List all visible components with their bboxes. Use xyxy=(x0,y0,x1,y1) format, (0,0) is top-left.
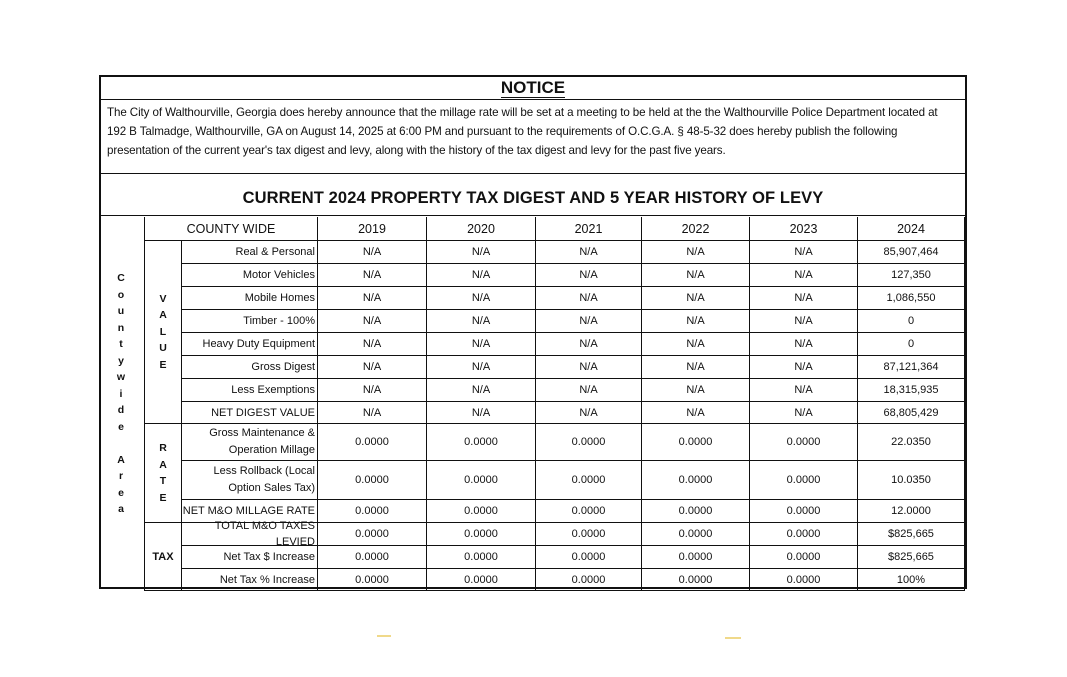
side-label-letter: e xyxy=(118,486,124,499)
table-cell: 1,086,550 xyxy=(858,287,965,310)
divider xyxy=(101,215,965,216)
value-group-letter: A xyxy=(159,309,167,322)
table-cell: $825,665 xyxy=(858,523,965,546)
table-cell: N/A xyxy=(536,402,642,424)
table-cell: N/A xyxy=(642,356,750,379)
table-cell: 0.0000 xyxy=(750,546,858,569)
side-label-letter: d xyxy=(117,404,125,416)
side-label xyxy=(98,270,144,518)
side-label-letter: e xyxy=(118,420,124,433)
table-cell: N/A xyxy=(318,241,427,264)
table-cell: 0.0000 xyxy=(427,523,536,546)
table-cell: 0.0000 xyxy=(427,424,536,461)
side-label-letter: A xyxy=(117,453,125,466)
table-cell: N/A xyxy=(642,264,750,287)
year-header: 2021 xyxy=(536,217,642,241)
rate-group-label xyxy=(159,440,167,506)
table-cell: 87,121,364 xyxy=(858,356,965,379)
side-label-letter: y xyxy=(118,354,124,367)
table-cell: N/A xyxy=(318,379,427,402)
table-cell: 0.0000 xyxy=(642,523,750,546)
row-label: Mobile Homes xyxy=(182,287,318,310)
table-cell: 0.0000 xyxy=(750,523,858,546)
table-cell: 85,907,464 xyxy=(858,241,965,264)
table-cell: N/A xyxy=(750,310,858,333)
table-cell: N/A xyxy=(536,287,642,310)
table-cell: 0.0000 xyxy=(536,523,642,546)
rate-group-letter: E xyxy=(159,491,167,504)
table-cell: 0 xyxy=(858,310,965,333)
table-cell: N/A xyxy=(642,379,750,402)
table-cell: N/A xyxy=(427,241,536,264)
table-cell: 0.0000 xyxy=(642,500,750,523)
table-cell: N/A xyxy=(536,264,642,287)
rate-group xyxy=(145,424,182,523)
row-label: Less Rollback (Local Option Sales Tax) xyxy=(182,461,318,500)
row-label: Timber - 100% xyxy=(182,310,318,333)
table-cell: N/A xyxy=(642,287,750,310)
table-cell: 127,350 xyxy=(858,264,965,287)
row-label: Heavy Duty Equipment xyxy=(182,333,318,356)
tax-group: TAX xyxy=(145,523,182,591)
table-cell: 0.0000 xyxy=(318,500,427,523)
row-label: Net Tax $ Increase xyxy=(182,546,318,569)
table-cell: 0.0000 xyxy=(318,461,427,500)
value-group-letter: L xyxy=(159,325,167,338)
table-cell: 0.0000 xyxy=(750,461,858,500)
table-cell: N/A xyxy=(427,287,536,310)
table-cell: 0.0000 xyxy=(318,523,427,546)
tax-notice xyxy=(99,75,967,589)
value-group-letter: U xyxy=(159,342,167,355)
table-cell: 0.0000 xyxy=(536,546,642,569)
table-cell: N/A xyxy=(427,356,536,379)
corner-header: COUNTY WIDE xyxy=(145,217,318,241)
divider xyxy=(101,173,965,174)
table-cell: N/A xyxy=(318,333,427,356)
table-cell: 0.0000 xyxy=(427,500,536,523)
table-cell: N/A xyxy=(536,356,642,379)
table-cell: 0.0000 xyxy=(750,424,858,461)
side-label-letter: a xyxy=(118,503,124,515)
table-cell: N/A xyxy=(750,379,858,402)
side-label-letter: n xyxy=(117,321,125,334)
rate-group-letter: A xyxy=(159,458,167,471)
table-cell: N/A xyxy=(642,333,750,356)
table-cell: 22.0350 xyxy=(858,424,965,461)
table-cell: 68,805,429 xyxy=(858,402,965,424)
table-cell: 0.0000 xyxy=(318,424,427,461)
side-label-letter: o xyxy=(117,288,125,301)
table-cell: 0.0000 xyxy=(427,461,536,500)
notice-body: The City of Walthourville, Georgia does hereby announce that the millage rate will be set at a meeting to be held at the the Walthourville Police Department located at 192 B Talmadge, Walthourville, GA on August 14, 2025 at 6:00 PM and pursuant to the requirements of O.C.G.A. § 48-5-32 does hereby publish the following presentation of the current year's tax digest and levy, along with the history of the tax digest and levy for the past five years. xyxy=(107,106,938,157)
value-group-letter: V xyxy=(159,292,167,305)
side-label-letter: r xyxy=(118,470,124,482)
table-cell: N/A xyxy=(536,379,642,402)
table-cell: 0.0000 xyxy=(427,569,536,591)
table-cell: 0.0000 xyxy=(318,569,427,591)
row-label: Gross Maintenance & Operation Millage xyxy=(182,424,318,461)
table-cell: N/A xyxy=(427,379,536,402)
table-cell: 12.0000 xyxy=(858,500,965,523)
side-label-letter: i xyxy=(119,387,123,400)
table-cell: N/A xyxy=(536,333,642,356)
table-cell: 0.0000 xyxy=(642,461,750,500)
scan-speck xyxy=(725,637,741,639)
table-cell: 0.0000 xyxy=(427,546,536,569)
year-header: 2019 xyxy=(318,217,427,241)
table-cell: N/A xyxy=(642,310,750,333)
table-cell: N/A xyxy=(750,241,858,264)
year-header: 2023 xyxy=(750,217,858,241)
table-cell: N/A xyxy=(318,264,427,287)
table-cell: 18,315,935 xyxy=(858,379,965,402)
table-cell: N/A xyxy=(536,310,642,333)
notice-header xyxy=(101,77,965,100)
table-cell: N/A xyxy=(427,310,536,333)
side-label-letter: C xyxy=(117,272,125,284)
table-cell: N/A xyxy=(318,287,427,310)
row-label: Less Exemptions xyxy=(182,379,318,402)
row-label: Real & Personal xyxy=(182,241,318,264)
table-cell: N/A xyxy=(427,333,536,356)
year-header: 2024 xyxy=(858,217,965,241)
year-header: 2022 xyxy=(642,217,750,241)
table-cell: 0.0000 xyxy=(536,569,642,591)
value-group-letter: E xyxy=(159,358,167,371)
table-cell: N/A xyxy=(750,287,858,310)
table-cell: 100% xyxy=(858,569,965,591)
side-label-letter: w xyxy=(116,371,126,383)
row-label: Motor Vehicles xyxy=(182,264,318,287)
row-label: Gross Digest xyxy=(182,356,318,379)
table-cell: 0.0000 xyxy=(642,546,750,569)
table-cell: 0 xyxy=(858,333,965,356)
year-header: 2020 xyxy=(427,217,536,241)
rate-group-letter: T xyxy=(159,475,167,487)
table-title: CURRENT 2024 PROPERTY TAX DIGEST AND 5 YEAR HISTORY OF LEVY xyxy=(242,189,824,207)
table-cell: N/A xyxy=(318,402,427,424)
table-cell: N/A xyxy=(642,402,750,424)
table-cell: 0.0000 xyxy=(536,500,642,523)
table-cell: 0.0000 xyxy=(536,461,642,500)
side-label-letter: u xyxy=(117,305,125,317)
value-group-label xyxy=(159,291,167,374)
table-cell: 0.0000 xyxy=(750,569,858,591)
scan-speck xyxy=(377,635,391,637)
table-cell: 0.0000 xyxy=(642,424,750,461)
table-cell: 0.0000 xyxy=(750,500,858,523)
side-label-letter xyxy=(120,435,123,452)
table-cell: N/A xyxy=(536,241,642,264)
table-cell: N/A xyxy=(318,356,427,379)
row-label: NET M&O MILLAGE RATE xyxy=(182,500,318,523)
side-label-letter: t xyxy=(119,338,123,350)
table-cell: 0.0000 xyxy=(318,546,427,569)
table-cell: 10.0350 xyxy=(858,461,965,500)
table-cell: $825,665 xyxy=(858,546,965,569)
row-label: NET DIGEST VALUE xyxy=(182,402,318,424)
table-cell: N/A xyxy=(427,402,536,424)
table-cell: N/A xyxy=(427,264,536,287)
table-cell: 0.0000 xyxy=(642,569,750,591)
table-cell: N/A xyxy=(642,241,750,264)
row-label: Net Tax % Increase xyxy=(182,569,318,591)
notice-title: NOTICE xyxy=(500,78,566,97)
table-cell: 0.0000 xyxy=(536,424,642,461)
table-cell: N/A xyxy=(750,333,858,356)
table-cell: N/A xyxy=(750,264,858,287)
table-cell: N/A xyxy=(750,356,858,379)
side-label-column xyxy=(98,217,145,591)
row-label: TOTAL M&O TAXES LEVIED xyxy=(182,523,318,546)
value-group xyxy=(145,241,182,424)
table-cell: N/A xyxy=(750,402,858,424)
table-cell: N/A xyxy=(318,310,427,333)
rate-group-letter: R xyxy=(159,442,167,454)
